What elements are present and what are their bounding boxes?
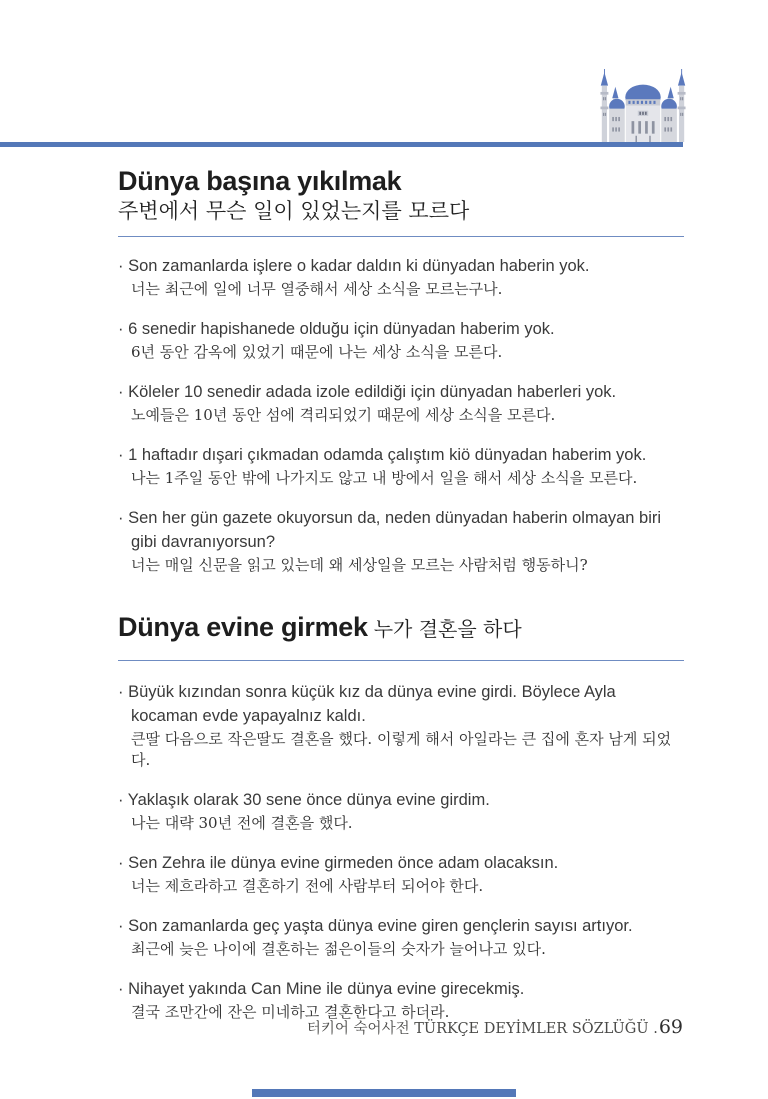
example-turkish: Köleler 10 senedir adada izole edildiği için dünyadan haberleri yok. — [128, 383, 617, 401]
header-rule — [0, 142, 683, 147]
entry-section-1 — [118, 166, 684, 576]
example-korean: 너는 제흐라하고 결혼하기 전에 사람부터 되어야 한다. — [131, 877, 484, 895]
bullet-marker: · — [118, 320, 124, 338]
example-korean: 너는 매일 신문을 읽고 있는데 왜 세상일을 모르는 사람처럼 행동하니? — [131, 556, 588, 574]
entry-meaning-korean-inline: 누가 결혼을 하다 — [373, 617, 522, 641]
bullet-marker: · — [118, 509, 124, 527]
example-turkish: Sen Zehra ile dünya evine girmeden önce adam olacaksın. — [128, 854, 559, 872]
entry-title-turkish: Dünya başına yıkılmak — [118, 166, 402, 196]
example-korean: 나는 1주일 동안 밖에 나가지도 않고 내 방에서 일을 해서 세상 소식을 모른다. — [131, 469, 638, 487]
example-item — [118, 443, 684, 489]
bullet-marker: · — [118, 854, 124, 872]
entry-section-2 — [118, 612, 684, 1023]
example-item — [118, 506, 684, 576]
example-turkish: 6 senedir hapishanede olduğu için dünyadan haberim yok. — [128, 320, 555, 338]
example-item — [118, 680, 684, 771]
example-korean: 큰딸 다음으로 작은딸도 결혼을 했다. 이렇게 해서 아일라는 큰 집에 혼자 남게 되었다. — [131, 730, 672, 769]
footer-decoration-bar — [252, 1089, 516, 1097]
example-list-2 — [118, 680, 684, 1023]
bullet-marker: · — [118, 446, 124, 464]
example-turkish: 1 haftadır dışari çıkmadan odamda çalıştım kiö dünyadan haberim yok. — [128, 446, 647, 464]
section-divider-rule — [118, 660, 684, 661]
example-turkish: Nihayet yakında Can Mine ile dünya evine girecekmiş. — [128, 980, 525, 998]
bullet-marker: · — [118, 791, 124, 809]
example-turkish: Sen her gün gazete okuyorsun da, neden dünyadan haberin olmayan biri gibi davranıyorsun? — [128, 509, 662, 551]
example-turkish: Son zamanlarda geç yaşta dünya evine giren gençlerin sayısı artıyor. — [128, 917, 633, 935]
example-turkish: Yaklaşık olarak 30 sene önce dünya evine girdim. — [127, 791, 490, 809]
example-korean: 너는 최근에 일에 너무 열중해서 세상 소식을 모르는구나. — [131, 280, 503, 298]
entry-title-turkish: Dünya evine girmek — [118, 612, 368, 642]
bullet-marker: · — [118, 257, 124, 275]
footer-running-title: 터키어 숙어사전 TÜRKÇE DEYİMLER SÖZLÜĞÜ — [306, 1021, 649, 1037]
example-item — [118, 254, 684, 300]
example-korean: 결국 조만간에 잔은 미네하고 결혼한다고 하더라. — [131, 1003, 450, 1021]
bullet-marker: · — [118, 980, 124, 998]
example-korean: 최근에 늦은 나이에 결혼하는 젊은이들의 숫자가 늘어나고 있다. — [131, 940, 546, 958]
page-footer — [307, 1016, 683, 1038]
example-turkish: Son zamanlarda işlere o kadar daldın ki dünyadan haberin yok. — [128, 257, 590, 275]
entry-title-2 — [118, 612, 684, 644]
example-list-1 — [118, 254, 684, 576]
content-column — [118, 166, 684, 1040]
example-korean: 6년 동안 감옥에 있었기 때문에 나는 세상 소식을 모른다. — [131, 343, 503, 361]
mosque-icon — [597, 69, 689, 142]
example-item — [118, 788, 684, 834]
example-item — [118, 380, 684, 426]
example-korean: 나는 대략 30년 전에 결혼을 했다. — [131, 814, 353, 832]
bullet-marker: · — [118, 383, 124, 401]
example-item — [118, 914, 684, 960]
footer-separator: . — [648, 1021, 658, 1037]
entry-title-1 — [118, 166, 684, 196]
bullet-marker: · — [118, 917, 124, 935]
example-item — [118, 317, 684, 363]
entry-meaning-korean: 주변에서 무슨 일이 있었는지를 모르다 — [118, 199, 470, 223]
section-divider-rule — [118, 236, 684, 237]
example-item — [118, 851, 684, 897]
example-korean: 노예들은 10년 동안 섬에 격리되었기 때문에 세상 소식을 모른다. — [131, 406, 556, 424]
page-number: 69 — [658, 1016, 683, 1038]
example-turkish: Büyük kızından sonra küçük kız da dünya evine girdi. Böylece Ayla kocaman evde yapayalnız kaldı. — [128, 683, 616, 725]
bullet-marker: · — [118, 683, 124, 701]
